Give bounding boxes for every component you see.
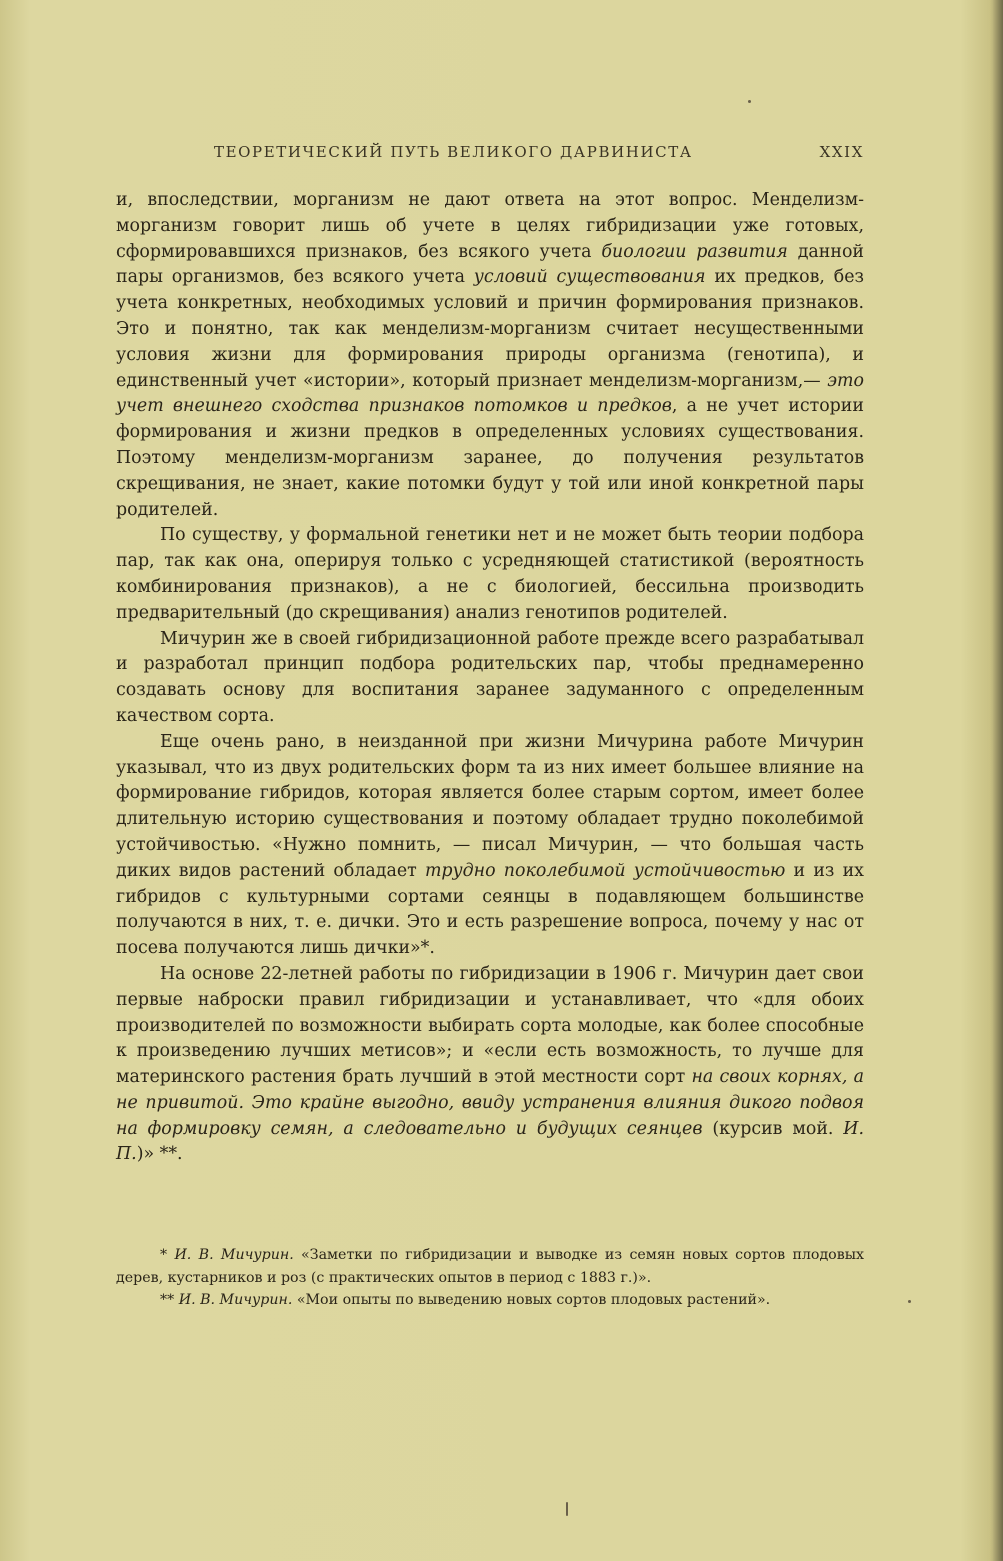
footnote-text: «Заметки по гибридизации и выводке из семян новых сортов плодовых дерев, кустарников и роз (с практических опытов в период с 1883 г.)». bbox=[116, 1247, 865, 1286]
italic-run: И. П. bbox=[116, 1118, 864, 1165]
text-run: )» **. bbox=[136, 1144, 183, 1165]
text-run: , а не учет истории формирования и жизни предков в определенных условиях существования. Поэтому менделизм-морганизм заранее, до получения результатов скрещивания, не знает, какие потомки будут у той или иной конкретной пары родителей. bbox=[116, 396, 864, 520]
body-text bbox=[116, 188, 864, 1168]
footnote-text: «Мои опыты по выведению новых сортов плодовых растений». bbox=[292, 1292, 771, 1308]
footnote-mark: * bbox=[160, 1247, 175, 1263]
text-run: и из их гибридов с культурными сортами сеянцы в подавляющем большинстве получаются в них, т. е. дички. Это и есть разрешение вопроса, почему у нас от посева получаются лишь дички»*. bbox=[116, 860, 864, 959]
running-head bbox=[116, 143, 864, 161]
footnote-author: И. В. Мичурин. bbox=[174, 1247, 294, 1263]
italic-run: условий существования bbox=[473, 267, 706, 288]
paper-speck bbox=[566, 1502, 568, 1516]
footnote-author: И. В. Мичурин. bbox=[178, 1292, 293, 1308]
italic-run: биологии развития bbox=[601, 241, 788, 262]
page-edge-shadow bbox=[993, 0, 1003, 1561]
text-run: их предков, без учета конкретных, необходимых условий и причин формирования признаков. Это и понятно, так как менделизм-морганизм считает несущественными условия жизни для формирования природы организма (генотипа), и единственный учет «истории», который признает менделизм-морганизм,— bbox=[116, 267, 864, 391]
paragraph-4 bbox=[116, 730, 864, 962]
footnote-mark: ** bbox=[160, 1292, 179, 1308]
footnotes bbox=[116, 1244, 864, 1312]
text-run: Еще очень рано, в неизданной при жизни Мичурина работе Мичурин указывал, что из двух родительских форм та из них имеет большее влияние на формирование гибридов, которая является более старым сортом, имеет более длительную историю существования и поэтому обладает трудно поколебимой устойчивостью. «Нужно помнить, — писал Мичурин, — что большая часть диких видов растений обладает bbox=[116, 731, 864, 881]
page-number: XXIX bbox=[819, 143, 864, 161]
paragraph-2: По существу, у формальной генетики нет и не может быть теории подбора пар, так как она, оперируя только с усредняющей статистикой (вероятность комбинирования признаков), а не с биологией, бессильна производить предварительный (до скрещивания) анализ генотипов родителей. bbox=[116, 525, 864, 623]
text-run: данной пары организмов, без всякого учета bbox=[116, 241, 865, 288]
paragraph-5 bbox=[116, 962, 864, 1168]
text-run: На основе 22-летней работы по гибридизации в 1906 г. Мичурин дает свои первые наброски правил гибридизации и устанавливает, что «для обоих производителей по возможности выбирать сорта молодые, как более способные к произведению лучших метисов»; и «если есть возможность, то лучше для материнского растения брать лучший в этой местности сорт bbox=[116, 963, 864, 1088]
footnote-1 bbox=[116, 1244, 864, 1289]
footnote-2 bbox=[116, 1289, 864, 1312]
paper-speck bbox=[748, 100, 751, 103]
text-run: и, впоследствии, морганизм не дают ответа на этот вопрос. Менделизм-морганизм говорит лишь об учете в целях гибридизации уже готовых, сформировавшихся признаков, без всякого учета bbox=[116, 190, 864, 262]
paragraph-1 bbox=[116, 188, 864, 523]
running-head-title: ТЕОРЕТИЧЕСКИЙ ПУТЬ ВЕЛИКОГО ДАРВИНИСТА bbox=[214, 143, 693, 161]
italic-run: это учет внешнего сходства признаков потомков и предков bbox=[116, 370, 864, 417]
italic-run: на своих корнях, а не привитой. Это крайне выгодно, ввиду устранения влияния дикого подвоя на формировку семян, а следовательно и будущих сеянцев bbox=[116, 1067, 864, 1139]
italic-run: трудно поколебимой устойчивостью bbox=[424, 860, 786, 881]
paper-speck bbox=[908, 1300, 911, 1303]
paragraph-3: Мичурин же в своей гибридизационной работе прежде всего разрабатывал и разработал принцип подбора родительских пар, чтобы преднамеренно создавать основу для воспитания заранее задуманного с определенным качеством сорта. bbox=[116, 628, 864, 726]
text-run: (курсив мой. bbox=[702, 1118, 844, 1139]
